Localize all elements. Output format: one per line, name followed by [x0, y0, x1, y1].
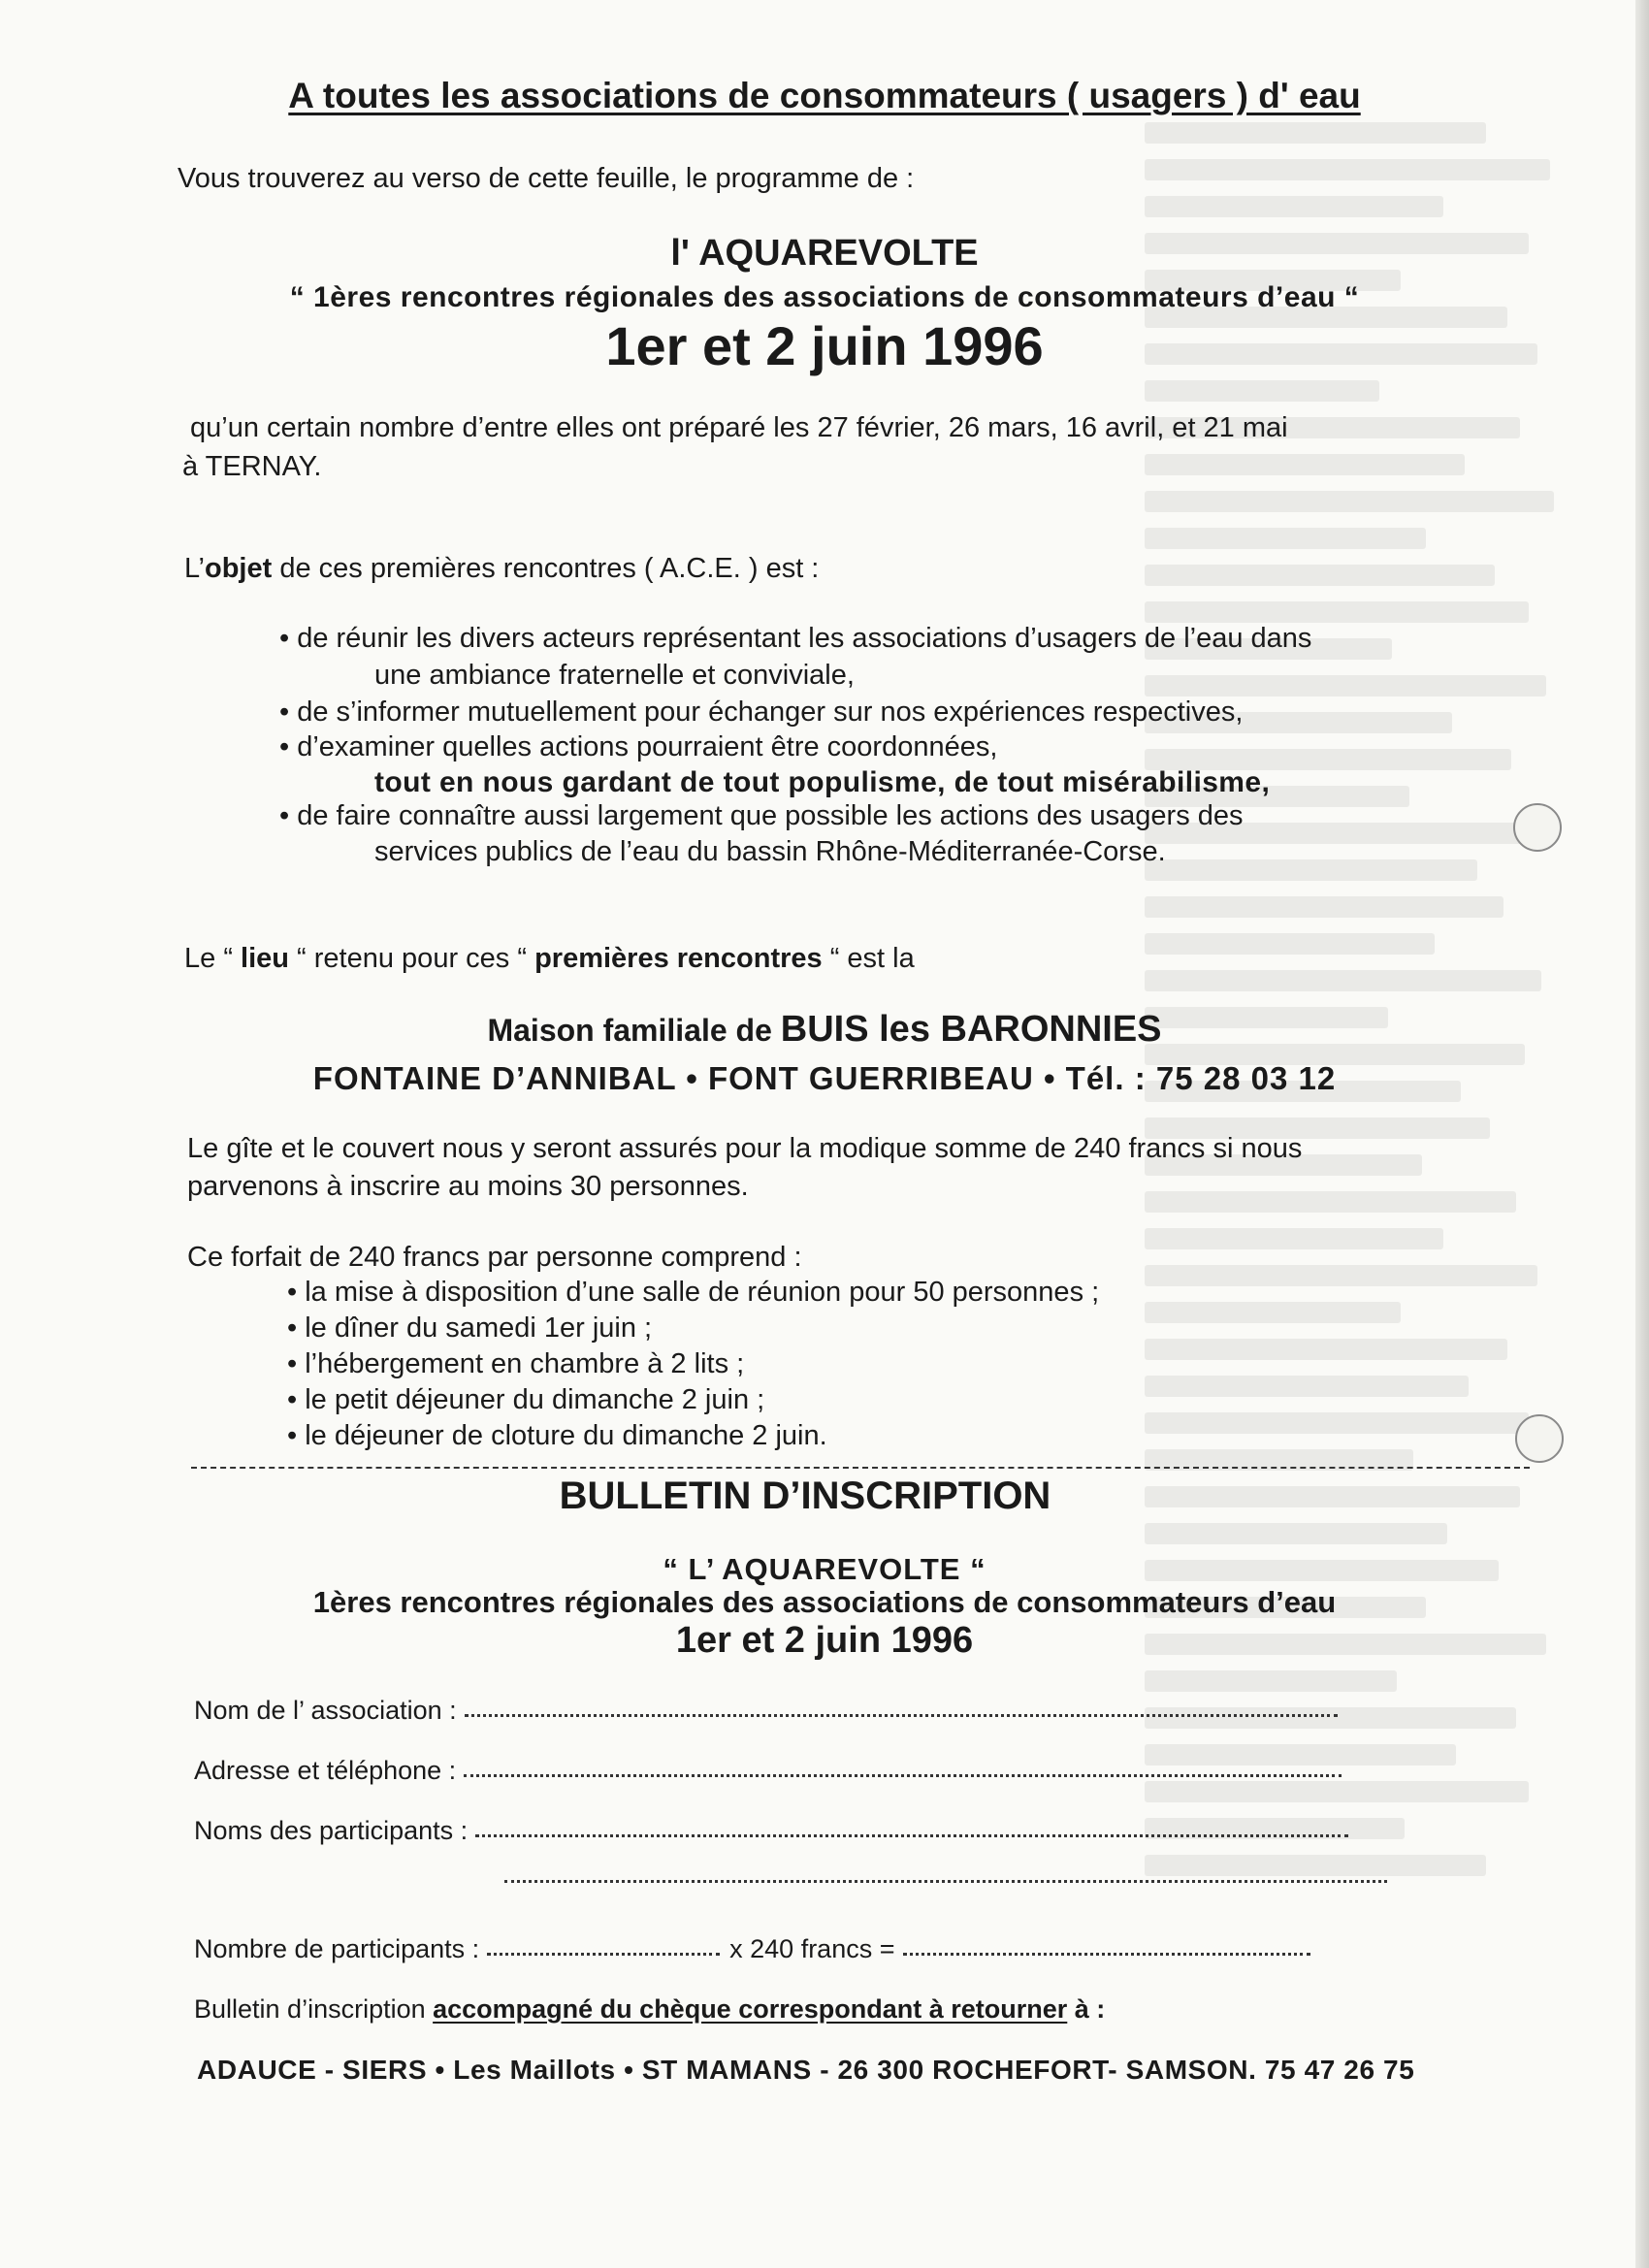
- event-name: l' AQUAREVOLTE: [670, 233, 979, 274]
- objet-keyword: objet: [204, 553, 273, 584]
- objet-item-1-cont: une ambiance fraternelle et conviviale,: [374, 660, 855, 691]
- forfait-item: • l’hébergement en chambre à 2 lits ;: [287, 1348, 745, 1379]
- forfait-intro: Ce forfait de 240 francs par personne comprend :: [187, 1242, 802, 1273]
- participants-names-label: Noms des participants :: [194, 1816, 469, 1845]
- event-subtitle: “ 1ères rencontres régionales des associations de consommateurs d’eau “: [289, 281, 1360, 313]
- forfait-item: • le dîner du samedi 1er juin ;: [287, 1312, 653, 1344]
- venue-town: BUIS les BARONNIES: [780, 1009, 1162, 1050]
- lieu-part-2: “ retenu pour ces “: [289, 943, 535, 974]
- objet-item-3-cont: tout en nous gardant de tout populisme, de tout misérabilisme,: [374, 766, 1271, 798]
- price-multiplier: x 240 francs =: [729, 1934, 895, 1963]
- association-name-field[interactable]: [194, 1696, 1338, 1726]
- lieu-text: [184, 943, 915, 975]
- preparation-line-1: qu’un certain nombre d’entre elles ont préparé les 27 février, 26 mars, 16 avril, et 21 mai: [190, 412, 1288, 443]
- participants-names-field[interactable]: [194, 1816, 1348, 1846]
- punch-hole: [1513, 803, 1562, 852]
- total-amount-blank[interactable]: [903, 1953, 1310, 1956]
- objet-prefix: L’: [184, 553, 205, 584]
- cut-line: [191, 1467, 1530, 1469]
- bulletin-title: BULLETIN D’INSCRIPTION: [559, 1474, 1051, 1517]
- address-phone-label: Adresse et téléphone :: [194, 1756, 457, 1785]
- return-address: ADAUCE - SIERS • Les Maillots • ST MAMANS - 26 300 ROCHEFORT- SAMSON. 75 47 26 75: [197, 2055, 1415, 2085]
- intro-text: Vous trouverez au verso de cette feuille, le programme de :: [178, 163, 915, 194]
- accommodation-line-1: Le gîte et le couvert nous y seront assurés pour la modique somme de 240 francs si nous: [187, 1133, 1303, 1164]
- participants-count-blank[interactable]: [487, 1953, 720, 1956]
- return-emphasis: accompagné du chèque correspondant à retourner: [433, 1994, 1068, 2024]
- association-name-blank[interactable]: [465, 1714, 1338, 1717]
- event-date: 1er et 2 juin 1996: [605, 315, 1044, 376]
- lieu-keyword-2: premières rencontres: [534, 943, 823, 974]
- forfait-item: • le petit déjeuner du dimanche 2 juin ;: [287, 1384, 765, 1415]
- objet-heading: [184, 553, 819, 585]
- forfait-item: • le déjeuner de cloture du dimanche 2 juin.: [287, 1420, 827, 1451]
- forfait-item: • la mise à disposition d’une salle de réunion pour 50 personnes ;: [287, 1277, 1100, 1308]
- punch-hole: [1515, 1414, 1564, 1463]
- objet-item-1: • de réunir les divers acteurs représentant les associations d’usagers de l’eau dans: [279, 623, 1312, 654]
- lieu-keyword: lieu: [241, 943, 289, 974]
- lieu-part-1: Le “: [184, 943, 242, 974]
- objet-item-3: • d’examiner quelles actions pourraient être coordonnées,: [279, 731, 998, 762]
- lieu-part-3: “ est la: [822, 943, 915, 974]
- participants-names-extra-field[interactable]: [504, 1882, 1387, 1885]
- objet-item-2: • de s’informer mutuellement pour échanger sur nos expériences respectives,: [279, 697, 1244, 728]
- return-instructions: [194, 1994, 1105, 2025]
- venue-name: [0, 1009, 1649, 1051]
- page-title: A toutes les associations de consommateurs ( usagers ) d' eau: [288, 76, 1361, 115]
- show-through-text: [1145, 107, 1571, 2095]
- accommodation-line-2: parvenons à inscrire au moins 30 personnes.: [187, 1171, 749, 1202]
- bulletin-event-name: “ L’ AQUAREVOLTE “: [663, 1552, 986, 1586]
- objet-item-4-cont: services publics de l’eau du bassin Rhône-Méditerranée-Corse.: [374, 836, 1166, 867]
- participants-count-field[interactable]: [194, 1934, 1310, 1964]
- preparation-line-2: à TERNAY.: [182, 451, 322, 482]
- bulletin-subtitle: 1ères rencontres régionales des associations de consommateurs d’eau: [312, 1585, 1337, 1619]
- participants-count-label: Nombre de participants :: [194, 1934, 480, 1963]
- bulletin-date: 1er et 2 juin 1996: [675, 1620, 974, 1661]
- venue-prefix: Maison familiale de: [487, 1013, 781, 1048]
- association-name-label: Nom de l’ association :: [194, 1696, 457, 1725]
- return-suffix: à :: [1067, 1994, 1106, 2024]
- participants-names-blank[interactable]: [475, 1834, 1348, 1837]
- objet-suffix: de ces premières rencontres ( A.C.E. ) est :: [272, 553, 820, 584]
- address-phone-field[interactable]: [194, 1756, 1342, 1786]
- objet-item-4: • de faire connaître aussi largement que possible les actions des usagers des: [279, 800, 1244, 831]
- venue-address: FONTAINE D’ANNIBAL • FONT GUERRIBEAU • Tél. : 75 28 03 12: [312, 1060, 1337, 1096]
- participants-names-blank-2[interactable]: [504, 1880, 1387, 1883]
- return-prefix: Bulletin d’inscription: [194, 1994, 434, 2024]
- address-phone-blank[interactable]: [464, 1774, 1342, 1777]
